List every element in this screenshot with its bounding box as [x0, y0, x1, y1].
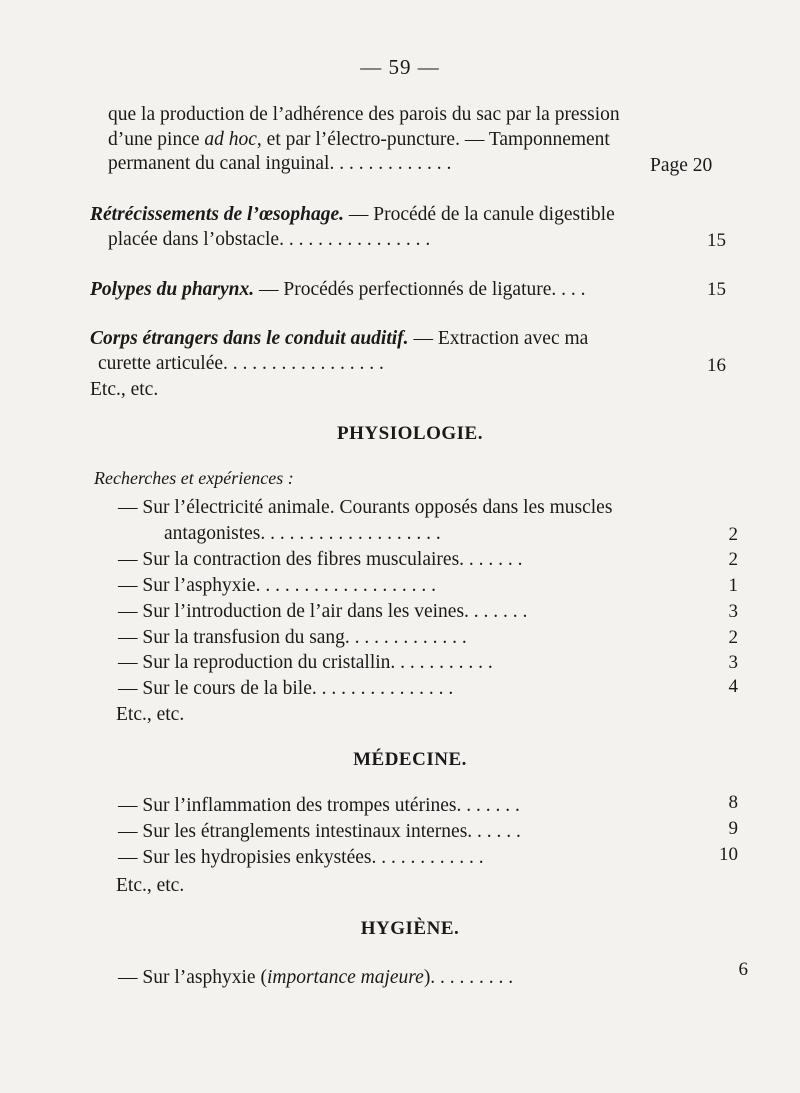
- med-item-hydropisies-num: 10: [719, 844, 738, 865]
- phys-item-bile: — Sur le cours de la bile. . . . . . . . . . . . . . .: [118, 678, 454, 699]
- entry-pharynx: [90, 278, 586, 302]
- phys-item-cristallin-num: 3: [728, 652, 738, 673]
- heading-physiologie: PHYSIOLOGIE.: [337, 423, 483, 444]
- entry-pharynx-num: 15: [707, 279, 726, 300]
- entry-corps-num: 16: [707, 355, 726, 376]
- entry-oesophage-cont: placée dans l’obstacle. . . . . . . . . . . . . . . .: [108, 229, 431, 250]
- med-item-trompes: — Sur l’inflammation des trompes utérines. . . . . . .: [118, 795, 520, 816]
- entry-corps-title: Corps étrangers dans le conduit auditif.: [90, 328, 409, 349]
- intro-line-2-a: d’une pince: [108, 129, 205, 150]
- entry-pharynx-rest: — Procédés perfectionnés de ligature. . . .: [254, 279, 586, 300]
- phys-item-electricite: — Sur l’électricité animale. Courants opposés dans les muscles: [118, 497, 613, 518]
- phys-item-transfusion: — Sur la transfusion du sang. . . . . . . . . . . . .: [118, 627, 467, 648]
- intro-line-2: [108, 128, 610, 152]
- phys-item-asphyxie: — Sur l’asphyxie. . . . . . . . . . . . . . . . . . .: [118, 575, 436, 596]
- entry-corps-etrangers: [90, 327, 588, 351]
- phys-item-electricite-num: 2: [728, 524, 738, 545]
- hyg-item-asphyxie-num: 6: [738, 959, 748, 980]
- physiologie-subtitle: Recherches et expériences :: [94, 468, 294, 488]
- phys-item-contraction-num: 2: [728, 549, 738, 570]
- etc-2: Etc., etc.: [116, 704, 185, 725]
- entry-pharynx-title: Polypes du pharynx.: [90, 279, 255, 300]
- entry-corps-cont: curette articulée. . . . . . . . . . . . . . . . .: [98, 353, 384, 374]
- phys-item-air-veines-num: 3: [728, 601, 738, 622]
- hyg-item-italic: importance majeure: [266, 967, 424, 988]
- entry-oesophage-rest: — Procédé de la canule digestible: [344, 204, 615, 225]
- etc-3: Etc., etc.: [116, 875, 185, 896]
- entry-oesophage-title: Rétrécissements de l’œsophage.: [90, 204, 345, 225]
- phys-item-bile-num: 4: [728, 676, 738, 697]
- intro-line-2-italic: ad hoc: [204, 129, 257, 150]
- intro-page-ref: Page 20: [650, 155, 713, 176]
- phys-item-cristallin: — Sur la reproduction du cristallin. . . . . . . . . . .: [118, 652, 493, 673]
- intro-line-2-b: , et par l’électro-puncture. — Tamponnement: [256, 129, 610, 150]
- page-number: — 59 —: [360, 55, 440, 79]
- hyg-item-asphyxie: [118, 966, 513, 990]
- phys-item-electricite-cont: antagonistes. . . . . . . . . . . . . . . . . . .: [164, 523, 441, 544]
- med-item-etranglements: — Sur les étranglements intestinaux internes. . . . . .: [118, 821, 521, 842]
- hyg-item-b: ). . . . . . . . .: [423, 967, 514, 988]
- entry-oesophage-num: 15: [707, 230, 726, 251]
- phys-item-transfusion-num: 2: [728, 627, 738, 648]
- hyg-item-a: — Sur l’asphyxie (: [118, 967, 267, 988]
- phys-item-air-veines: — Sur l’introduction de l’air dans les veines. . . . . . .: [118, 601, 528, 622]
- med-item-trompes-num: 8: [728, 792, 738, 813]
- intro-line-1: que la production de l’adhérence des parois du sac par la pression: [108, 104, 620, 125]
- entry-oesophage: [90, 203, 615, 227]
- entry-corps-rest: — Extraction avec ma: [408, 328, 589, 349]
- phys-item-asphyxie-num: 1: [728, 575, 738, 596]
- med-item-hydropisies: — Sur les hydropisies enkystées. . . . . . . . . . . .: [118, 847, 484, 868]
- med-item-etranglements-num: 9: [728, 818, 738, 839]
- heading-hygiene: HYGIÈNE.: [360, 918, 460, 939]
- heading-medecine: MÉDECINE.: [353, 749, 467, 770]
- intro-line-3: permanent du canal inguinal. . . . . . . . . . . . .: [108, 153, 452, 174]
- phys-item-contraction: — Sur la contraction des fibres musculaires. . . . . . .: [118, 549, 523, 570]
- etc-1: Etc., etc.: [90, 379, 159, 400]
